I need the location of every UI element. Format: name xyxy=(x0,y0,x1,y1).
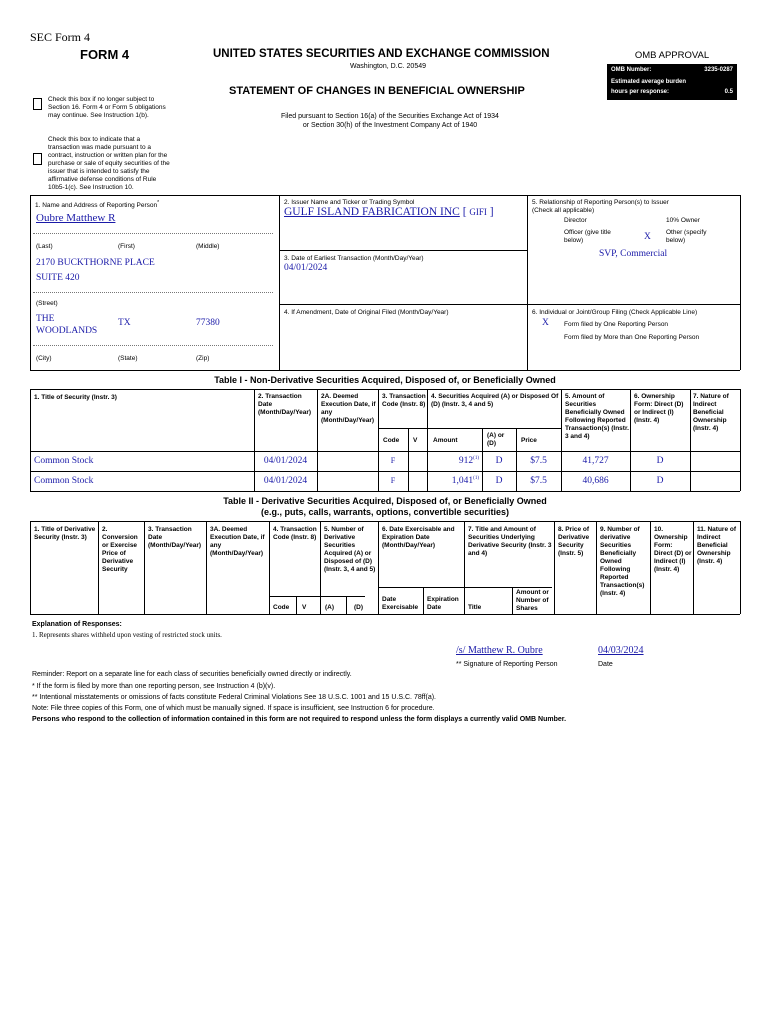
other-option[interactable]: Other (specify below) xyxy=(666,229,707,244)
t1-header-code: 3. Transaction Code (Instr. 8) xyxy=(382,393,426,408)
reporting-person-name[interactable]: Oubre Matthew R xyxy=(36,212,116,224)
t2-sub-expiration: Expiration Date xyxy=(427,596,459,611)
t1-sub-aord: (A) or (D) xyxy=(487,432,505,447)
t1-sub-price: Price xyxy=(521,437,537,444)
table-row: Common Stock xyxy=(34,456,94,466)
statement-title: STATEMENT OF CHANGES IN BENEFICIAL OWNERSHIP xyxy=(229,85,525,97)
first-name-label: (First) xyxy=(118,243,135,250)
t2-header-price: 8. Price of Derivative Security (Instr. 5) xyxy=(558,526,590,557)
t2-header-nature: 11. Nature of Indirect Beneficial Ownership (Instr. 4) xyxy=(697,526,737,565)
t2-sub-v: V xyxy=(302,604,307,611)
t1-row1-owned: 41,727 xyxy=(582,456,609,466)
t1-row1-ad: D xyxy=(495,456,503,466)
omb-number-label: OMB Number: xyxy=(611,67,652,73)
t1-header-deemed: 2A. Deemed Execution Date, if any (Month/Day/Year) xyxy=(321,393,376,424)
t2-header-title: 1. Title of Derivative Security (Instr. 3) xyxy=(34,526,96,541)
omb-notice: Persons who respond to the collection of information contained in this form are not required to respond unless the form displays a currently valid OMB Number. xyxy=(32,716,567,723)
t2-sub-amount: Amount or Number of Shares xyxy=(516,589,549,612)
last-name-label: (Last) xyxy=(36,243,53,250)
t2-header-code: 4. Transaction Code (Instr. 8) xyxy=(273,526,317,541)
signature-label: ** Signature of Reporting Person xyxy=(456,661,558,668)
t2-header-date: 3. Transaction Date (Month/Day/Year) xyxy=(148,526,202,549)
director-option[interactable]: Director xyxy=(564,217,587,224)
omb-approval-box: OMB APPROVAL OMB Number: 3235-0287 Estimated average burden hours per response: 0.5 xyxy=(607,46,737,100)
omb-burden-label: Estimated average burden xyxy=(611,78,687,85)
issuer-name-ticker[interactable]: GULF ISLAND FABRICATION INC [ GIFI ] xyxy=(284,206,494,218)
t1-row2-form: D xyxy=(656,476,664,486)
t1-row1-date: 04/01/2024 xyxy=(263,456,308,466)
officer-title: SVP, Commercial xyxy=(599,249,668,259)
sec-form-label: SEC Form 4 xyxy=(30,30,91,44)
t1-row1-form: D xyxy=(656,456,664,466)
form-title: FORM 4 xyxy=(80,47,130,62)
t1-sub-amount: Amount xyxy=(433,437,458,444)
t2-sub-title: Title xyxy=(468,604,482,611)
t2-header-exercisable: 6. Date Exercisable and Expiration Date (Month/Day/Year) xyxy=(382,526,455,549)
t2-sub-d: (D) xyxy=(354,604,364,611)
officer-option[interactable]: Officer (give title below) xyxy=(564,229,611,244)
t2-header-form: 10. Ownership Form: Direct (D) or Indirect (I) (Instr. 4) xyxy=(654,526,692,573)
t1-row1-amount: 912$^{(1)}$ xyxy=(458,456,479,467)
one-person-option[interactable]: Form filed by One Reporting Person xyxy=(564,321,669,328)
t1-row2-amount: 1,041$^{(1)}$ xyxy=(451,476,479,487)
t2-header-number: 5. Number of Derivative Securities Acquired (A) or Disposed of (D) (Instr. 3, 4 and 5) xyxy=(324,526,376,573)
ten-pct-owner-option[interactable]: 10% Owner xyxy=(666,217,700,224)
t2-header-owned: 9. Number of derivative Securities Beneficially Owned Following Reported Transaction(s) (Instr. 4) xyxy=(600,526,645,597)
filed-pursuant: Filed pursuant to Section 16(a) of the Securities Exchange Act of 1934 or Section 30(h) of the Investment Company Act of 1940 xyxy=(281,113,499,129)
reporting-person-label: 1. Name and Address of Reporting Person* xyxy=(35,200,160,210)
relationship-label: 5. Relationship of Reporting Person(s) to Issuer xyxy=(532,199,669,206)
no-longer-subject-text: Check this box if no longer subject to Section 16. Form 4 or Form 5 obligations may continue. See Instruction 1(b). xyxy=(48,96,166,119)
city-value: THE WOODLANDS xyxy=(36,314,98,336)
zip-label: (Zip) xyxy=(196,355,210,362)
one-person-check-mark: X xyxy=(542,318,549,328)
state-value: TX xyxy=(118,318,131,328)
t2-header-conversion: 2. Conversion or Exercise Price of Derivative Security xyxy=(102,526,138,573)
no-longer-subject-checkbox[interactable] xyxy=(33,98,42,110)
t1-header-title: 1. Title of Security (Instr. 3) xyxy=(34,394,117,401)
t1-header-securities: 4. Securities Acquired (A) or Disposed Of (D) (Instr. 3, 4 and 5) xyxy=(431,393,559,408)
t1-row2-owned: 40,686 xyxy=(582,476,609,486)
t1-header-date: 2. Transaction Date (Month/Day/Year) xyxy=(258,393,312,416)
amendment-label: 4. If Amendment, Date of Original Filed (Month/Day/Year) xyxy=(284,309,449,316)
t1-row2-date: 04/01/2024 xyxy=(263,476,308,486)
street-line-1: 2170 BUCKTHORNE PLACE xyxy=(36,258,155,268)
city-label: (City) xyxy=(36,355,52,362)
street-line-2: SUITE 420 xyxy=(36,273,80,283)
filing-type-label: 6. Individual or Joint/Group Filing (Check Applicable Line) xyxy=(532,309,698,316)
date-label: Date xyxy=(598,661,613,668)
issuer-label: 2. Issuer Name and Ticker or Trading Symbol xyxy=(284,199,415,206)
t1-row2-code: F xyxy=(390,476,396,485)
relationship-sub: (Check all applicable) xyxy=(532,207,595,214)
commission-title: UNITED STATES SECURITIES AND EXCHANGE COMMISSION xyxy=(213,48,550,60)
signature: /s/ Matthew R. Oubre xyxy=(456,645,543,656)
t1-sub-code: Code xyxy=(383,437,400,444)
zip-value: 77380 xyxy=(196,318,220,328)
misstatements-note: ** Intentional misstatements or omissions of facts constitute Federal Criminal Violations See 18 U.S.C. 1001 and 15 U.S.C. 78ff(a). xyxy=(32,694,436,701)
officer-check-mark: X xyxy=(644,232,651,242)
t1-sub-v: V xyxy=(413,437,418,444)
t1-header-form: 6. Ownership Form: Direct (D) or Indirect (I) (Instr. 4) xyxy=(634,393,684,424)
middle-name-label: (Middle) xyxy=(196,243,220,250)
explanation-label: Explanation of Responses: xyxy=(32,621,122,628)
earliest-transaction-date: 04/01/2024 xyxy=(284,263,328,273)
table-row: Common Stock xyxy=(34,476,94,486)
t2-sub-code: Code xyxy=(273,604,290,611)
rule-10b5-text: Check this box to indicate that a transaction was made pursuant to a contract, instruction or written plan for the purchase or sale of equity securities of the issuer that is intended to satisfy the affirmative defense conditions of Rule 10b5-1(c). See Instruction 10. xyxy=(48,136,170,191)
multiple-persons-note: * If the form is filed by more than one reporting person, see Instruction 4 (b)(v). xyxy=(32,683,276,690)
omb-title: OMB APPROVAL xyxy=(634,50,710,61)
earliest-transaction-label: 3. Date of Earliest Transaction (Month/Day/Year) xyxy=(284,255,424,262)
more-persons-option[interactable]: Form filed by More than One Reporting Person xyxy=(564,334,700,341)
street-label: (Street) xyxy=(36,300,58,307)
t1-header-owned: 5. Amount of Securities Beneficially Owned Following Reported Transaction(s) (Instr. 3 and 4) xyxy=(565,393,629,440)
t2-header-underlying: 7. Title and Amount of Securities Underlying Derivative Security (Instr. 3 and 4) xyxy=(468,526,552,557)
explanation-text: 1. Represents shares withheld upon vesting of restricted stock units. xyxy=(32,631,222,639)
t1-row2-ad: D xyxy=(495,476,503,486)
reminder-note: Reminder: Report on a separate line for each class of securities beneficially owned directly or indirectly. xyxy=(32,671,352,678)
omb-number: 3235-0287 xyxy=(704,67,733,73)
t2-sub-a: (A) xyxy=(325,604,335,611)
t1-header-nature: 7. Nature of Indirect Beneficial Ownership (Instr. 4) xyxy=(693,393,729,432)
copies-note: Note: File three copies of this Form, one of which must be manually signed. If space is insufficient, see Instruction 6 for procedure. xyxy=(32,705,435,712)
state-label: (State) xyxy=(118,355,138,362)
rule-10b5-checkbox[interactable] xyxy=(33,153,42,165)
t2-sub-exercisable: Date Exercisable xyxy=(382,596,419,611)
t2-header-deemed: 3A. Deemed Execution Date, if any (Month/Day/Year) xyxy=(210,526,265,557)
commission-location: Washington, D.C. 20549 xyxy=(350,63,427,70)
signature-date: 04/03/2024 xyxy=(598,645,644,656)
t1-row2-price: $7.5 xyxy=(530,476,547,486)
omb-burden: 0.5 xyxy=(724,89,733,95)
table2-title: Table II - Derivative Securities Acquired, Disposed of, or Beneficially Owned (e.g., puts, calls, warrants, options, convertible securities) xyxy=(223,496,547,517)
t1-row1-code: F xyxy=(390,456,396,465)
table1-title: Table I - Non-Derivative Securities Acquired, Disposed of, or Beneficially Owned xyxy=(214,375,556,385)
t1-row1-price: $7.5 xyxy=(530,456,547,466)
